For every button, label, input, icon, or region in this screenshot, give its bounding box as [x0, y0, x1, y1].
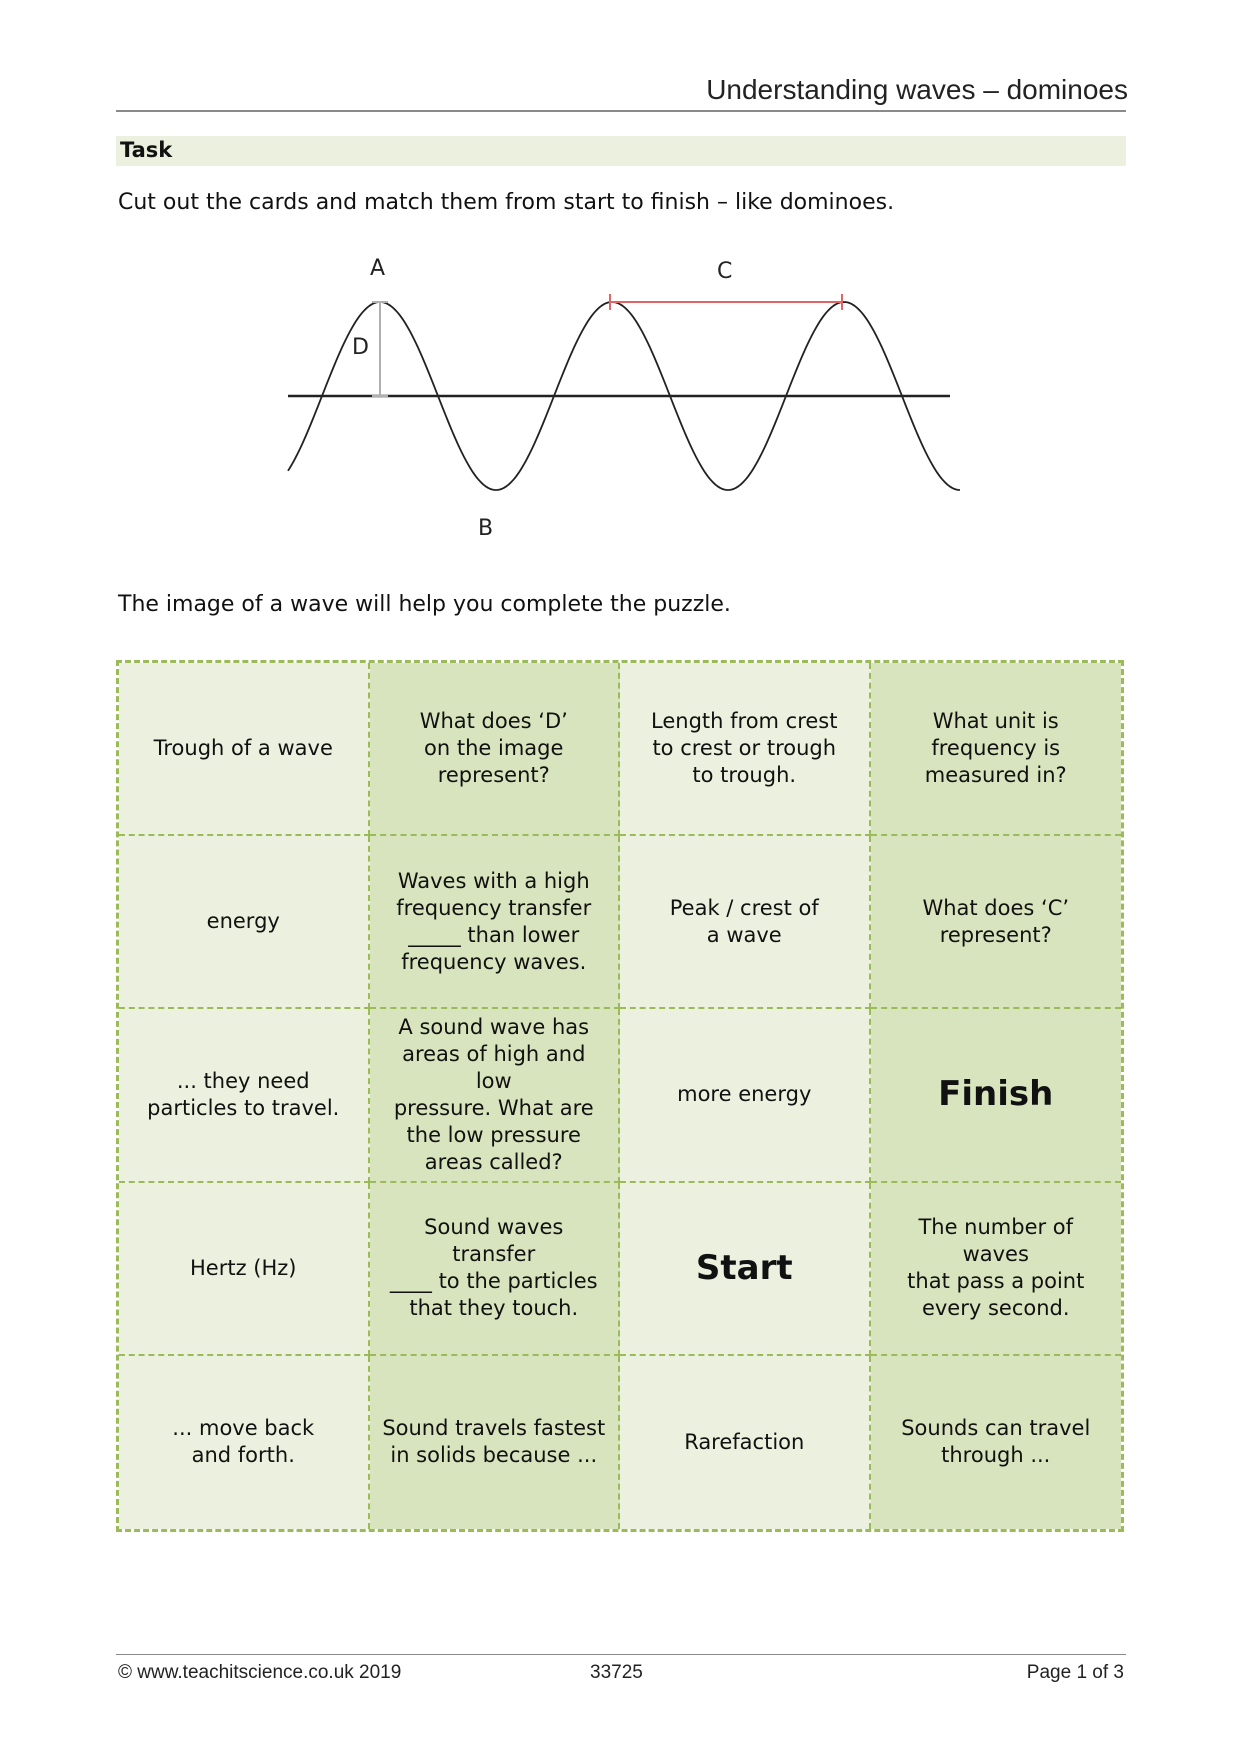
- label-b: B: [478, 516, 494, 541]
- task-heading: Task: [120, 138, 173, 162]
- task-instruction: Cut out the cards and match them from start to finish – like dominoes.: [118, 190, 895, 215]
- domino-card[interactable]: ... they need particles to travel.: [119, 1009, 370, 1182]
- domino-card[interactable]: The number of waves that pass a point every second.: [871, 1183, 1122, 1356]
- domino-card[interactable]: A sound wave has areas of high and low pressure. What are the low pressure areas called?: [370, 1009, 621, 1182]
- domino-card[interactable]: Rarefaction: [620, 1356, 871, 1529]
- domino-card[interactable]: What unit is frequency is measured in?: [871, 663, 1122, 836]
- domino-card[interactable]: Sound travels fastest in solids because ...: [370, 1356, 621, 1529]
- footer-divider: [116, 1654, 1126, 1655]
- puzzle-hint: The image of a wave will help you complete the puzzle.: [118, 592, 731, 617]
- domino-card[interactable]: Length from crest to crest or trough to trough.: [620, 663, 871, 836]
- domino-card-start[interactable]: Start: [620, 1183, 871, 1356]
- page-title: Understanding waves – dominoes: [706, 74, 1128, 105]
- domino-card-finish[interactable]: Finish: [871, 1009, 1122, 1182]
- footer-resource-code: 33725: [590, 1662, 643, 1683]
- domino-card[interactable]: more energy: [620, 1009, 871, 1182]
- label-d: D: [352, 335, 369, 360]
- domino-card[interactable]: Trough of a wave: [119, 663, 370, 836]
- task-heading-bar: [116, 136, 1126, 166]
- domino-card[interactable]: energy: [119, 836, 370, 1009]
- footer-page-number: Page 1 of 3: [1026, 1662, 1124, 1683]
- header-divider: [116, 110, 1126, 112]
- domino-card-grid: [116, 660, 1124, 1532]
- label-a: A: [370, 256, 386, 281]
- domino-card[interactable]: What does ‘C’ represent?: [871, 836, 1122, 1009]
- domino-card[interactable]: Peak / crest of a wave: [620, 836, 871, 1009]
- domino-card[interactable]: Hertz (Hz): [119, 1183, 370, 1356]
- domino-card[interactable]: Sounds can travel through ...: [871, 1356, 1122, 1529]
- label-c: C: [717, 259, 733, 284]
- domino-card[interactable]: ... move back and forth.: [119, 1356, 370, 1529]
- wave-diagram: [270, 240, 970, 550]
- domino-card[interactable]: What does ‘D’ on the image represent?: [370, 663, 621, 836]
- footer-copyright: © www.teachitscience.co.uk 2019: [118, 1662, 402, 1683]
- domino-card[interactable]: Waves with a high frequency transfer _____ than lower frequency waves.: [370, 836, 621, 1009]
- domino-card[interactable]: Sound waves transfer ____ to the particles that they touch.: [370, 1183, 621, 1356]
